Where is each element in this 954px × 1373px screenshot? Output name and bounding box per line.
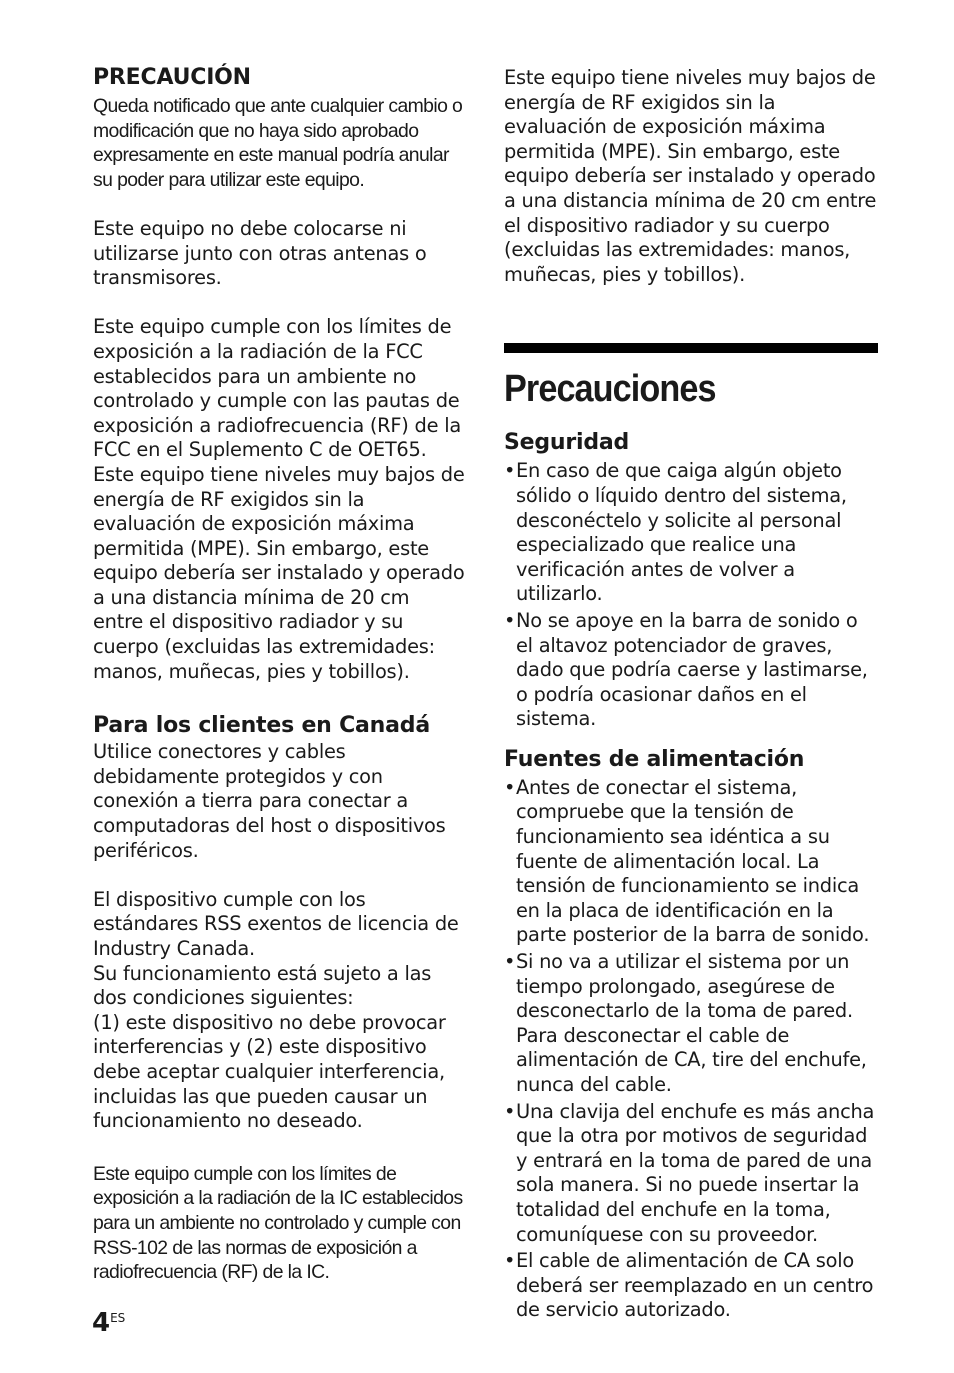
canada-rss-paragraph: El dispositivo cumple con los estándares RSS exentos de licencia de Industry Canada. — [93, 887, 459, 960]
safety-heading: Seguridad — [504, 430, 630, 456]
list-item: • Antes de conectar el sistema, compruebe que la tensión de funcionamiento sea idéntica a su fuente de alimentación local. La tensión de funcionamiento se indica en la placa de identificación en la parte posterior de la barra de sonido. — [504, 776, 880, 948]
canada-cables-paragraph: Utilice conectores y cables debidamente protegidos y con conexión a tierra para conectar a computadoras del host o dispositivos periféricos. — [93, 740, 446, 862]
list-item: • No se apoye en la barra de sonido o el altavoz potenciador de graves, dado que podría caerse y lastimarse, o podría ocasionar daños en el sistema. — [504, 609, 880, 732]
fcc-paragraph: Este equipo cumple con los límites de exposición a la radiación de la FCC establecidos para un ambiente no controlado y cumple con las pautas de exposición a radiofrecuencia (RF) de la FCC en el Suplemento C de OET65. Este equipo tiene niveles muy bajos de energía de RF exigidos sin la evaluación de exposición máxima permitida (MPE). Sin embargo, este equipo debería ser instalado y operado a una distancia mínima de 20 cm entre el dispositivo radiador y su cuerpo (excluidas las extremidades: manos, muñecas, pies y tobillos). — [93, 315, 465, 683]
list-item: • En caso de que caiga algún objeto sólido o líquido dentro del sistema, desconéctelo y solicite al personal especializado que realice una verificación antes de volver a utilizarlo. — [504, 459, 880, 607]
page-number — [92, 1308, 125, 1338]
caution-heading: PRECAUCIÓN — [93, 65, 251, 90]
power-heading: Fuentes de alimentación — [504, 746, 805, 772]
antennas-paragraph: Este equipo no debe colocarse ni utilizarse junto con otras antenas o transmisores. — [93, 216, 427, 290]
page-number-value: 4 — [92, 1308, 111, 1338]
list-item: • Una clavija del enchufe es más ancha que la otra por motivos de seguridad y entrará en la toma de pared de una sola manera. Si no puede insertar la totalidad del enchufe en la toma, comuníquese con su proveedor. — [504, 1100, 880, 1248]
list-item: • Si no va a utilizar el sistema por un tiempo prolongado, asegúrese de desconectarlo de la toma de pared. Para desconectar el cable de alimentación de CA, tire del enchufe, nunca del cable. — [504, 950, 880, 1098]
ic-paragraph: Este equipo cumple con los límites de exposición a la radiación de la IC establecidos para un ambiente no controlado y cumple con RSS-102 de las normas de exposición a radiofrecuencia (RF) de la IC. — [93, 1162, 463, 1284]
list-item: • El cable de alimentación de CA solo deberá ser reemplazado en un centro de servicio autorizado. — [504, 1249, 880, 1323]
section-rule — [504, 343, 878, 353]
safety-list — [504, 459, 880, 732]
section-title: Precauciones — [504, 368, 716, 411]
rf-paragraph: Este equipo tiene niveles muy bajos de energía de RF exigidos sin la evaluación de exposición máxima permitida (MPE). Sin embargo, este equipo debería ser instalado y operado a una distancia mínima de 20 cm entre el dispositivo radiador y su cuerpo (excluidas las extremidades: manos, muñecas, pies y tobillos). — [504, 66, 877, 286]
page-language-suffix: ES — [110, 1311, 126, 1325]
right-column — [504, 66, 880, 1325]
caution-paragraph: Queda notificado que ante cualquier cambio o modificación que no haya sido aprobado expresamente en este manual podría anular su poder para utilizar este equipo. — [93, 95, 463, 191]
canada-conditions-paragraph: Su funcionamiento está sujeto a las dos condiciones siguientes: — [93, 961, 432, 1010]
left-column — [93, 62, 465, 1285]
canada-heading: Para los clientes en Canadá — [93, 713, 430, 739]
power-list — [504, 776, 880, 1323]
canada-conditions-list: (1) este dispositivo no debe provocar interferencias y (2) este dispositivo debe aceptar cualquier interferencia, incluidas las que pueden causar un funcionamiento no deseado. — [93, 1010, 446, 1133]
